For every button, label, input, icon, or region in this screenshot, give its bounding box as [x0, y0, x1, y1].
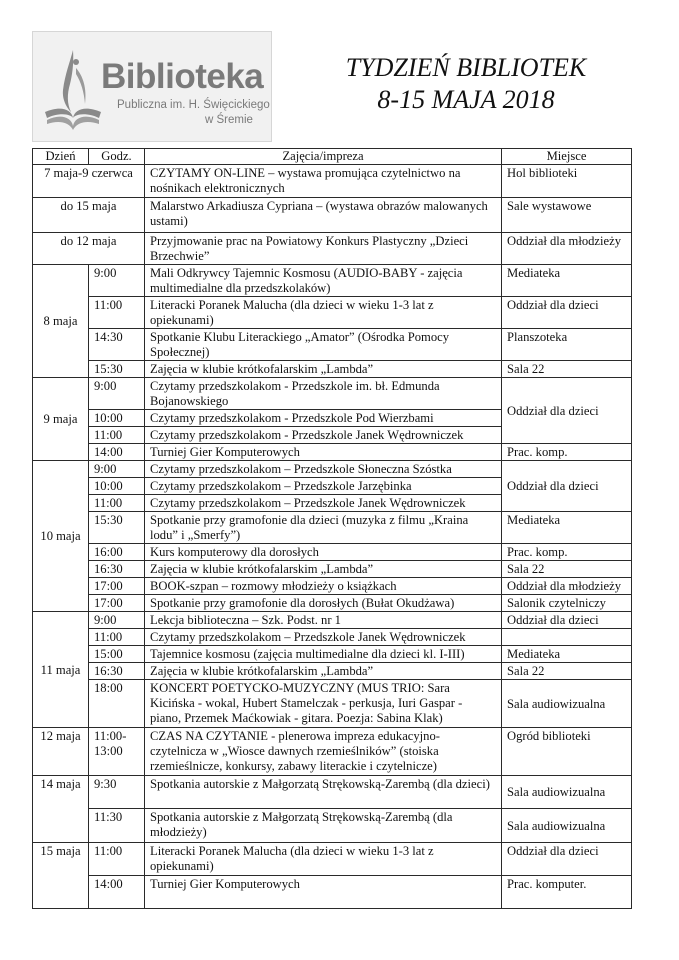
- logo-subtitle: Publiczna im. H. Święcickiego: [117, 99, 270, 111]
- table-row: [33, 646, 632, 663]
- event-cell: Literacki Poranek Malucha (dla dzieci w wieku 1-3 lat z opiekunami): [145, 843, 502, 876]
- day-cell: 15 maja: [33, 843, 89, 909]
- time-cell: 10:00: [89, 410, 145, 427]
- place-cell: Prac. komputer.: [502, 876, 632, 909]
- event-cell: Spotkanie przy gramofonie dla dzieci (muzyka z filmu „Kraina lodu” i „Smerfy”): [145, 512, 502, 544]
- place-cell: Oddział dla dzieci: [502, 378, 632, 444]
- table-row: [33, 680, 632, 728]
- table-row: [33, 329, 632, 361]
- place-cell: Planszoteka: [502, 329, 632, 361]
- time-cell: 17:00: [89, 595, 145, 612]
- table-row: [33, 378, 632, 410]
- time-cell: 14:00: [89, 876, 145, 909]
- table-row: [33, 361, 632, 378]
- time-cell: 15:00: [89, 646, 145, 663]
- table-row: [33, 629, 632, 646]
- day-cell: do 15 maja: [33, 198, 145, 233]
- day-cell: do 12 maja: [33, 233, 145, 265]
- time-cell: 9:00: [89, 612, 145, 629]
- place-cell: Oddział dla dzieci: [502, 612, 632, 629]
- place-cell: Mediateka: [502, 646, 632, 663]
- table-row: [33, 595, 632, 612]
- table-row: [33, 444, 632, 461]
- time-cell: 9:00: [89, 265, 145, 297]
- time-cell: 16:00: [89, 544, 145, 561]
- header-event: Zajęcia/impreza: [145, 149, 502, 165]
- event-cell: Mali Odkrywcy Tajemnic Kosmosu (AUDIO-BABY - zajęcia multimedialne dla przedszkolaków): [145, 265, 502, 297]
- schedule-table: [32, 148, 632, 909]
- table-row: [33, 809, 632, 843]
- table-row: [33, 561, 632, 578]
- day-cell: 7 maja-9 czerwca: [33, 165, 145, 198]
- time-cell: 11:30: [89, 809, 145, 843]
- event-cell: Malarstwo Arkadiusza Cypriana – (wystawa obrazów malowanych ustami): [145, 198, 502, 233]
- day-cell: 11 maja: [33, 612, 89, 728]
- time-cell: 11:00-13:00: [89, 728, 145, 776]
- table-row: [33, 544, 632, 561]
- time-cell: 11:00: [89, 843, 145, 876]
- event-cell: Tajemnice kosmosu (zajęcia multimedialne dla dzieci kl. I-III): [145, 646, 502, 663]
- table-row: [33, 843, 632, 876]
- event-cell: Spotkania autorskie z Małgorzatą Strękowską-Zarembą (dla młodzieży): [145, 809, 502, 843]
- time-cell: 11:00: [89, 297, 145, 329]
- event-cell: Turniej Gier Komputerowych: [145, 876, 502, 909]
- event-cell: Zajęcia w klubie krótkofalarskim „Lambda”: [145, 663, 502, 680]
- day-cell: 14 maja: [33, 776, 89, 843]
- event-cell: Czytamy przedszkolakom – Przedszkole Janek Wędrowniczek: [145, 629, 502, 646]
- table-row: [33, 728, 632, 776]
- place-cell: Oddział dla dzieci: [502, 843, 632, 876]
- place-cell: Mediateka: [502, 265, 632, 297]
- event-cell: Spotkanie Klubu Literackiego „Amator” (Ośrodka Pomocy Społecznej): [145, 329, 502, 361]
- day-cell: 12 maja: [33, 728, 89, 776]
- time-cell: 16:30: [89, 561, 145, 578]
- time-cell: 14:00: [89, 444, 145, 461]
- event-cell: Zajęcia w klubie krótkofalarskim „Lambda”: [145, 561, 502, 578]
- place-cell: Ogród biblioteki: [502, 728, 632, 776]
- header-day: Dzień: [33, 149, 89, 165]
- event-cell: Czytamy przedszkolakom - Przedszkole Janek Wędrowniczek: [145, 427, 502, 444]
- table-row: [33, 578, 632, 595]
- place-cell: Sala audiowizualna: [502, 680, 632, 728]
- event-cell: Spotkanie przy gramofonie dla dorosłych (Bułat Okudżawa): [145, 595, 502, 612]
- event-cell: Lekcja biblioteczna – Szk. Podst. nr 1: [145, 612, 502, 629]
- place-cell: Sala audiowizualna: [502, 776, 632, 809]
- table-row: [33, 198, 632, 233]
- place-cell: Prac. komp.: [502, 444, 632, 461]
- place-cell: Prac. komp.: [502, 544, 632, 561]
- time-cell: 15:30: [89, 512, 145, 544]
- place-cell: Mediateka: [502, 512, 632, 544]
- day-cell: 9 maja: [33, 378, 89, 461]
- event-cell: Czytamy przedszkolakom – Przedszkole Jarzębinka: [145, 478, 502, 495]
- logo-name: Biblioteka: [101, 57, 264, 96]
- time-cell: 17:00: [89, 578, 145, 595]
- time-cell: 9:30: [89, 776, 145, 809]
- time-cell: 10:00: [89, 478, 145, 495]
- time-cell: 15:30: [89, 361, 145, 378]
- place-cell: Sale wystawowe: [502, 198, 632, 233]
- place-cell: Oddział dla dzieci: [502, 297, 632, 329]
- event-cell: Czytamy przedszkolakom – Przedszkole Janek Wędrowniczek: [145, 495, 502, 512]
- event-cell: CZYTAMY ON-LINE – wystawa promująca czytelnictwo na nośnikach elektronicznych: [145, 165, 502, 198]
- library-logo: [32, 31, 272, 142]
- time-cell: 16:30: [89, 663, 145, 680]
- event-cell: Literacki Poranek Malucha (dla dzieci w wieku 1-3 lat z opiekunami): [145, 297, 502, 329]
- day-cell: 10 maja: [33, 461, 89, 612]
- place-cell: Hol biblioteki: [502, 165, 632, 198]
- place-cell: Sala 22: [502, 663, 632, 680]
- table-row: [33, 876, 632, 909]
- table-row: [33, 663, 632, 680]
- event-cell: Czytamy przedszkolakom - Przedszkole im. bł. Edmunda Bojanowskiego: [145, 378, 502, 410]
- event-cell: Zajęcia w klubie krótkofalarskim „Lambda”: [145, 361, 502, 378]
- place-cell: Oddział dla młodzieży: [502, 233, 632, 265]
- event-cell: KONCERT POETYCKO-MUZYCZNY (MUS TRIO: Sara Kicińska - wokal, Hubert Stamelczak - perkusja, Iuri Gaspar - piano, Przemek Maćkowiak - gitara. Poezja: Sabina Klak): [145, 680, 502, 728]
- event-cell: Czytamy przedszkolakom – Przedszkole Słoneczna Szóstka: [145, 461, 502, 478]
- logo-location: w Śremie: [205, 114, 253, 126]
- page-dates: 8-15 MAJA 2018: [377, 85, 555, 114]
- place-cell: Oddział dla młodzieży: [502, 578, 632, 595]
- event-cell: Spotkania autorskie z Małgorzatą Strękowską-Zarembą (dla dzieci): [145, 776, 502, 809]
- page-title: TYDZIEŃ BIBLIOTEK: [345, 53, 587, 82]
- time-cell: 14:30: [89, 329, 145, 361]
- table-row: [33, 233, 632, 265]
- table-row: [33, 265, 632, 297]
- event-cell: Czytamy przedszkolakom - Przedszkole Pod Wierzbami: [145, 410, 502, 427]
- time-cell: 11:00: [89, 629, 145, 646]
- event-cell: Kurs komputerowy dla dorosłych: [145, 544, 502, 561]
- time-cell: 11:00: [89, 495, 145, 512]
- place-cell: [502, 629, 632, 646]
- place-cell: Salonik czytelniczy: [502, 595, 632, 612]
- table-row: [33, 512, 632, 544]
- time-cell: 18:00: [89, 680, 145, 728]
- event-cell: Przyjmowanie prac na Powiatowy Konkurs Plastyczny „Dzieci Brzechwie”: [145, 233, 502, 265]
- table-row: [33, 165, 632, 198]
- event-cell: BOOK-szpan – rozmowy młodzieży o książkach: [145, 578, 502, 595]
- place-cell: Sala audiowizualna: [502, 809, 632, 843]
- place-cell: Sala 22: [502, 561, 632, 578]
- header-time: Godz.: [89, 149, 145, 165]
- time-cell: 11:00: [89, 427, 145, 444]
- table-row: [33, 297, 632, 329]
- event-cell: CZAS NA CZYTANIE - plenerowa impreza edukacyjno-czytelnicza w „Wiosce dawnych rzemieślników” (stoiska rzemieślnicze, konkursy, zabawy literackie i czytelnicze): [145, 728, 502, 776]
- time-cell: 9:00: [89, 461, 145, 478]
- open-book-figure-icon: [43, 42, 103, 137]
- table-row: [33, 461, 632, 478]
- table-row: [33, 776, 632, 809]
- day-cell: 8 maja: [33, 265, 89, 378]
- place-cell: Sala 22: [502, 361, 632, 378]
- event-cell: Turniej Gier Komputerowych: [145, 444, 502, 461]
- table-row: [33, 612, 632, 629]
- header-place: Miejsce: [502, 149, 632, 165]
- place-cell: Oddział dla dzieci: [502, 461, 632, 512]
- time-cell: 9:00: [89, 378, 145, 410]
